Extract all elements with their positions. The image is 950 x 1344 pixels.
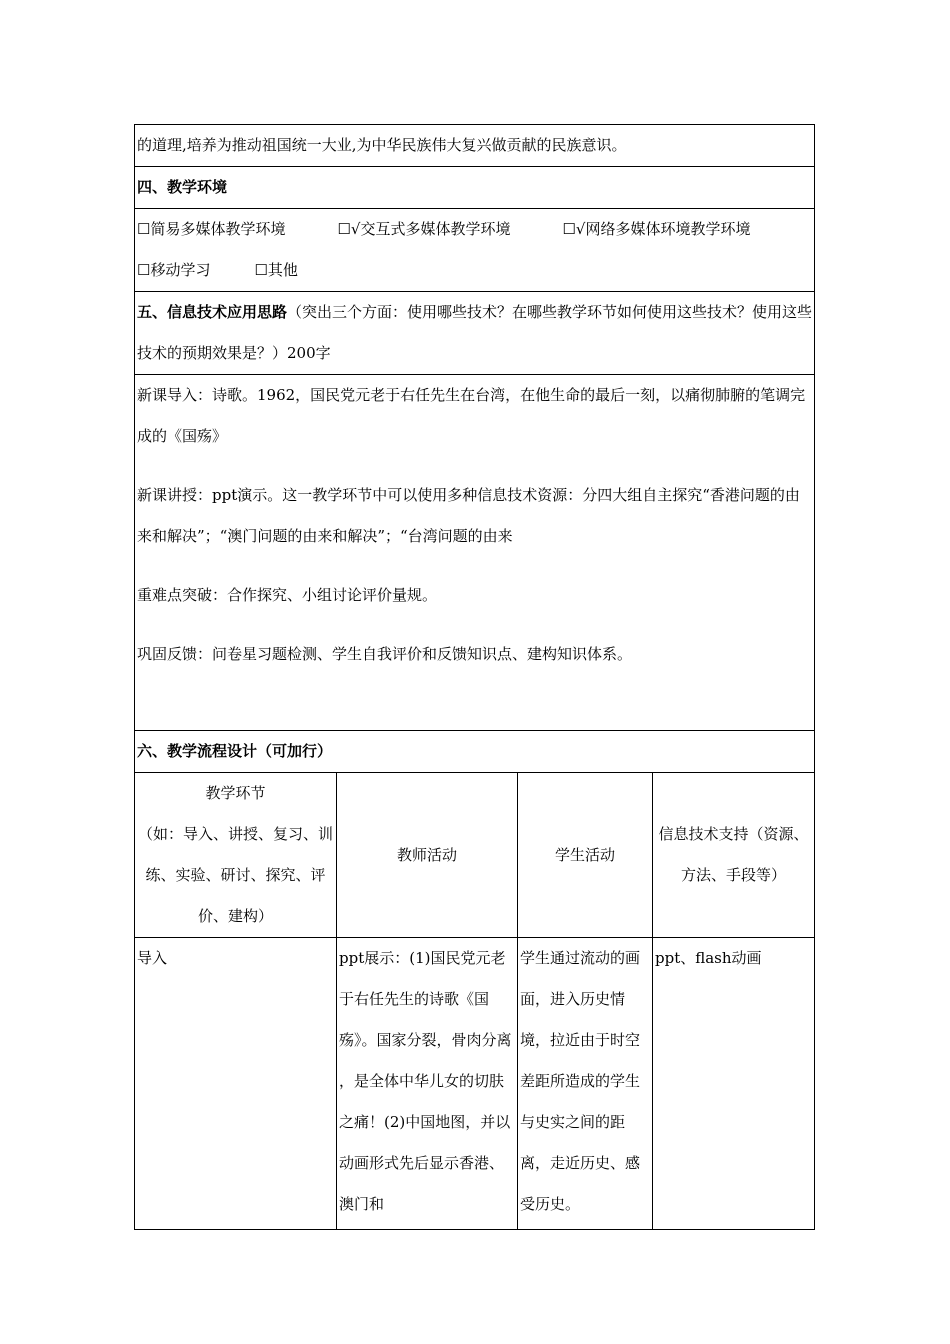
header-stage (135, 773, 337, 938)
section4-title-row (135, 167, 815, 209)
row-teacher-activity: ppt展示：(1)国民党元老于右任先生的诗歌《国殇》。国家分裂，骨肉分离 ，是全体中华儿女的切肤之痛！(2)中国地图，并以动画形式先后显示香港、澳门和 (337, 938, 518, 1230)
section5-title-row (135, 292, 815, 375)
paragraph-feedback: 巩固反馈：问卷星习题检测、学生自我评价和反馈知识点、建构知识体系。 (137, 645, 633, 663)
header-stage-examples: （如：导入、讲授、复习、训练、实验、研讨、探究、评价、建构） (137, 825, 333, 925)
section4-options-row (135, 209, 815, 292)
option-simple-multimedia[interactable]: ☐简易多媒体教学环境 (137, 220, 286, 238)
intro-tail-text: 的道理,培养为推动祖国统一大业,为中华民族伟大复兴做贡献的民族意识。 (135, 125, 815, 167)
lesson-plan-page (134, 124, 814, 1230)
section6-title: 六、教学流程设计（可加行） (135, 731, 815, 773)
row-tech-support: ppt、flash动画 (653, 938, 815, 1230)
section4-title: 四、教学环境 (135, 167, 815, 209)
paragraph-lecture: 新课讲授：ppt演示。这一教学环节中可以使用多种信息技术资源：分四大组自主探究“香港问题的由来和解决”；“澳门问题的由来和解决”；“台湾问题的由来 (137, 486, 800, 545)
header-teacher: 教师活动 (337, 773, 518, 938)
lesson-plan-table (134, 124, 815, 1230)
paragraph-intro: 新课导入：诗歌。1962，国民党元老于右任先生在台湾，在他生命的最后一刻，以痛彻肺腑的笔调完成的《国殇》 (137, 386, 806, 445)
header-student: 学生活动 (518, 773, 653, 938)
environment-options (135, 209, 815, 292)
paragraph-difficulty: 重难点突破：合作探究、小组讨论评价量规。 (137, 586, 438, 604)
section5-note: （突出三个方面：使用哪些技术？在哪些教学环节如何使用这些技术？使用这些技术的预期效果是？）200字 (137, 303, 813, 362)
section5-heading (135, 292, 815, 375)
section5-content-row (135, 375, 815, 731)
option-network-multimedia[interactable]: ☐√网络多媒体环境教学环境 (562, 220, 751, 238)
section5-content (135, 375, 815, 731)
option-other[interactable]: ☐其他 (254, 261, 298, 279)
header-tech: 信息技术支持（资源、方法、手段等） (653, 773, 815, 938)
intro-tail-row (135, 125, 815, 167)
option-mobile-learning[interactable]: ☐移动学习 (137, 261, 211, 279)
section5-title: 五、信息技术应用思路 (137, 303, 288, 321)
option-interactive-multimedia[interactable]: ☐√交互式多媒体教学环境 (337, 220, 511, 238)
flow-row-intro (135, 938, 815, 1230)
section6-title-row (135, 731, 815, 773)
header-stage-label: 教学环节 (205, 784, 266, 802)
row-stage: 导入 (135, 938, 337, 1230)
row-student-activity: 学生通过流动的画面，进入历史情境，拉近由于时空差距所造成的学生与史实之间的距离，走近历史、感受历史。 (518, 938, 653, 1230)
flow-header-row (135, 773, 815, 938)
